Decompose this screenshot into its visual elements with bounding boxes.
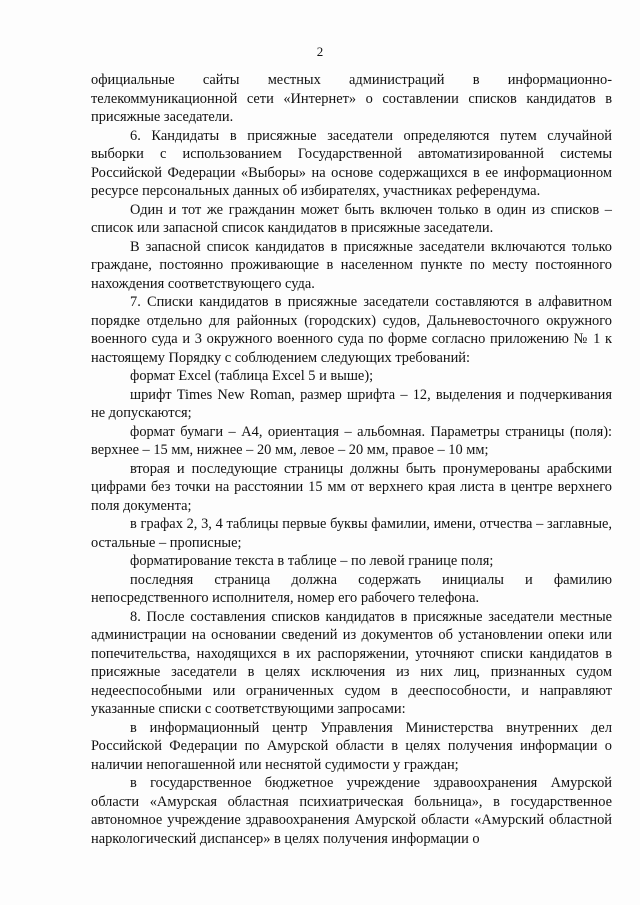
list-item: в информационный центр Управления Министерства внутренних дел Российской Федерации по Амурской области в целях получения информации о наличии непогашенной или неснятой судимости у граждан; bbox=[91, 719, 612, 773]
page-number: 2 bbox=[316, 44, 324, 59]
paragraph: Один и тот же гражданин может быть включен только в один из списков – список или запасной список кандидатов в присяжные заседатели. bbox=[91, 201, 612, 236]
paragraph: 7. Списки кандидатов в присяжные заседатели составляются в алфавитном порядке отдельно для районных (городских) судов, Дальневосточного окружного военного суда и 3 окружного военного суда по форме согласно приложению № 1 к настоящему Порядку с соблюдением следующих требований: bbox=[91, 294, 612, 366]
list-item: последняя страница должна содержать инициалы и фамилию непосредственного исполнителя, номер его рабочего телефона. bbox=[91, 571, 612, 606]
document-body bbox=[91, 71, 612, 848]
list-item: в государственное бюджетное учреждение здравоохранения Амурской области «Амурская областная психиатрическая больница», в государственное автономное учреждение здравоохранения Амурской области «Амурский областной наркологический диспансер» в целях получения информации о bbox=[91, 775, 612, 847]
list-item: формат бумаги – А4, ориентация – альбомная. Параметры страницы (поля): верхнее – 15 мм, нижнее – 20 мм, левое – 20 мм, правое – 10 мм; bbox=[91, 423, 612, 458]
list-item: шрифт Times New Roman, размер шрифта – 12, выделения и подчеркивания не допускаются; bbox=[91, 386, 612, 421]
list-item: вторая и последующие страницы должны быть пронумерованы арабскими цифрами без точки на расстоянии 15 мм от верхнего края листа в центре верхнего поля документа; bbox=[91, 460, 612, 514]
list-item: в графах 2, 3, 4 таблицы первые буквы фамилии, имени, отчества – заглавные, остальные – прописные; bbox=[91, 516, 612, 551]
paragraph: 8. После составления списков кандидатов в присяжные заседатели местные администрации на основании сведений из документов об установлении опеки или попечительства, находящихся в их распоряжении, уточняют списки кандидатов в присяжные заседатели в целях исключения из них лиц, признанных судом недееспособными или ограниченных судом в дееспособности, и направляют указанные списки с соответствующими запросами: bbox=[91, 608, 612, 717]
list-item: форматирование текста в таблице – по левой границе поля; bbox=[130, 553, 494, 569]
paragraph: В запасной список кандидатов в присяжные заседатели включаются только граждане, постоянно проживающие в населенном пункте по месту постоянного нахождения соответствующего суда. bbox=[91, 238, 612, 292]
paragraph: 6. Кандидаты в присяжные заседатели определяются путем случайной выборки с использованием Государственной автоматизированной системы Российской Федерации «Выборы» на основе содержащихся в ее информационном ресурсе персональных данных об избирателях, участниках референдума. bbox=[91, 127, 612, 199]
paragraph: официальные сайты местных администраций в информационно-телекоммуникационной сети «Интернет» о составлении списков кандидатов в присяжные заседатели. bbox=[91, 72, 612, 125]
list-item: формат Excel (таблица Excel 5 и выше); bbox=[130, 368, 374, 384]
